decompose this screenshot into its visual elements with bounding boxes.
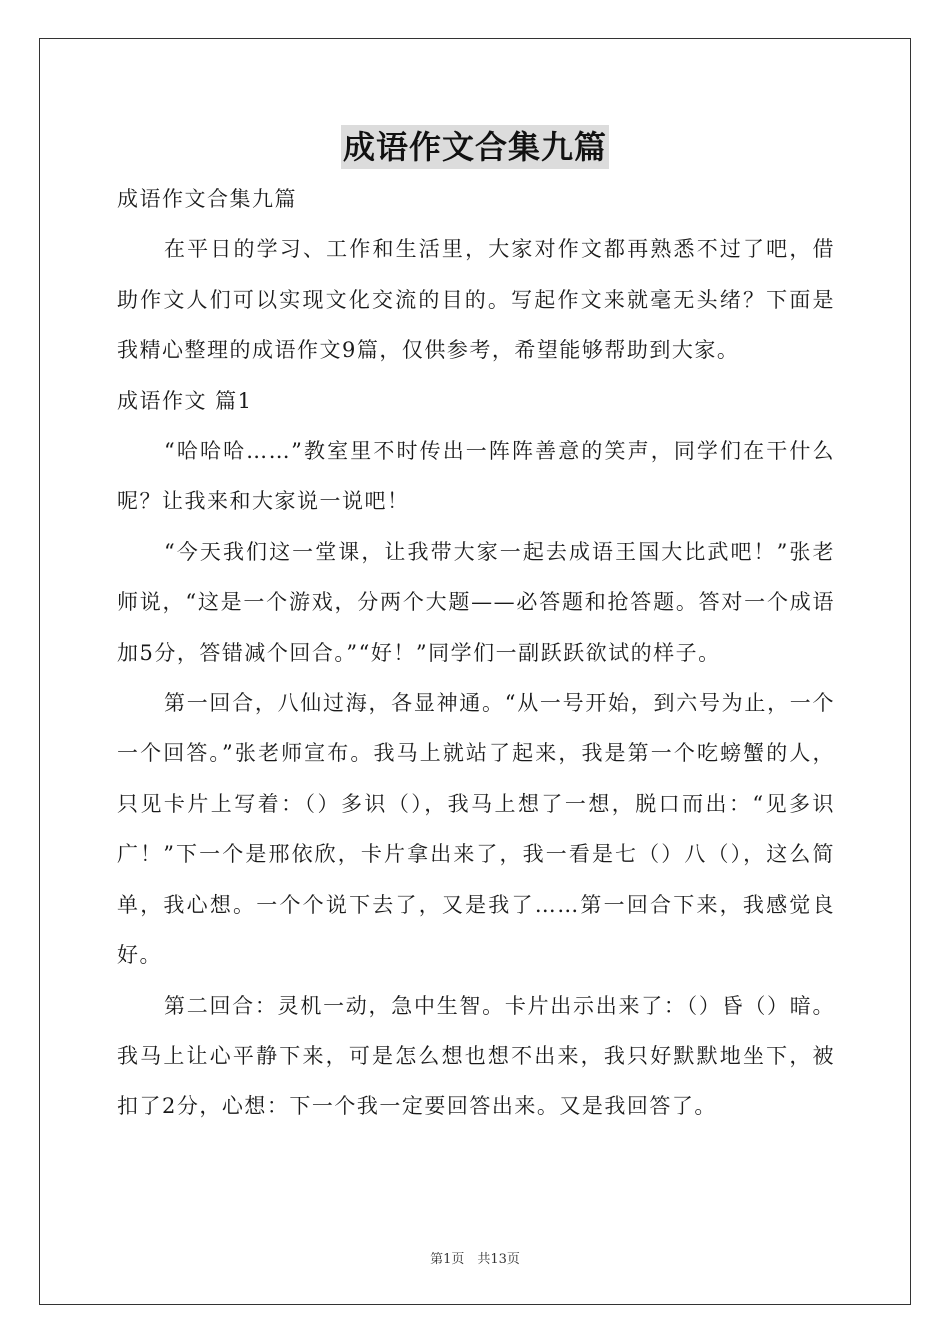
document-title: 成语作文合集九篇 xyxy=(341,125,609,169)
body-paragraph: 第一回合，八仙过海，各显神通。“从一号开始，到六号为止，一个一个回答。”张老师宣布。我马上就站了起来，我是第一个吃螃蟹的人，只见卡片上写着：（）多识（），我马上想了一想，脱口而出：“见多识广！”下一个是邢依欣，卡片拿出来了，我一看是七（）八（），这么简单，我心想。一个个说下去了，又是我了……第一回合下来，我感觉良好。 xyxy=(117,691,835,968)
title-wrap xyxy=(0,125,950,169)
body-paragraph: “今天我们这一堂课，让我带大家一起去成语王国大比武吧！”张老师说，“这是一个游戏，分两个大题——必答题和抢答题。答对一个成语加5分，答错减个回合。”“好！”同学们一副跃跃欲试的样子。 xyxy=(117,539,835,665)
page-footer: 第1页 共13页 xyxy=(430,1252,520,1267)
section-heading: 成语作文 篇1 xyxy=(117,388,253,413)
body-paragraph: 第二回合：灵机一动，急中生智。卡片出示出来了：（）昏（）暗。我马上让心平静下来，可是怎么想也想不出来，我只好默默地坐下，被扣了2分，心想：下一个我一定要回答出来。又是我回答了。 xyxy=(117,993,835,1119)
document-body xyxy=(117,174,835,1132)
body-paragraph: “哈哈哈……”教室里不时传出一阵阵善意的笑声，同学们在干什么呢？让我来和大家说一说吧！ xyxy=(117,439,835,514)
subtitle-paragraph: 成语作文合集九篇 xyxy=(117,187,297,211)
intro-paragraph: 在平日的学习、工作和生活里，大家对作文都再熟悉不过了吧，借助作文人们可以实现文化交流的目的。写起作文来就毫无头绪？下面是我精心整理的成语作文9篇，仅供参考，希望能够帮助到大家。 xyxy=(117,237,835,363)
